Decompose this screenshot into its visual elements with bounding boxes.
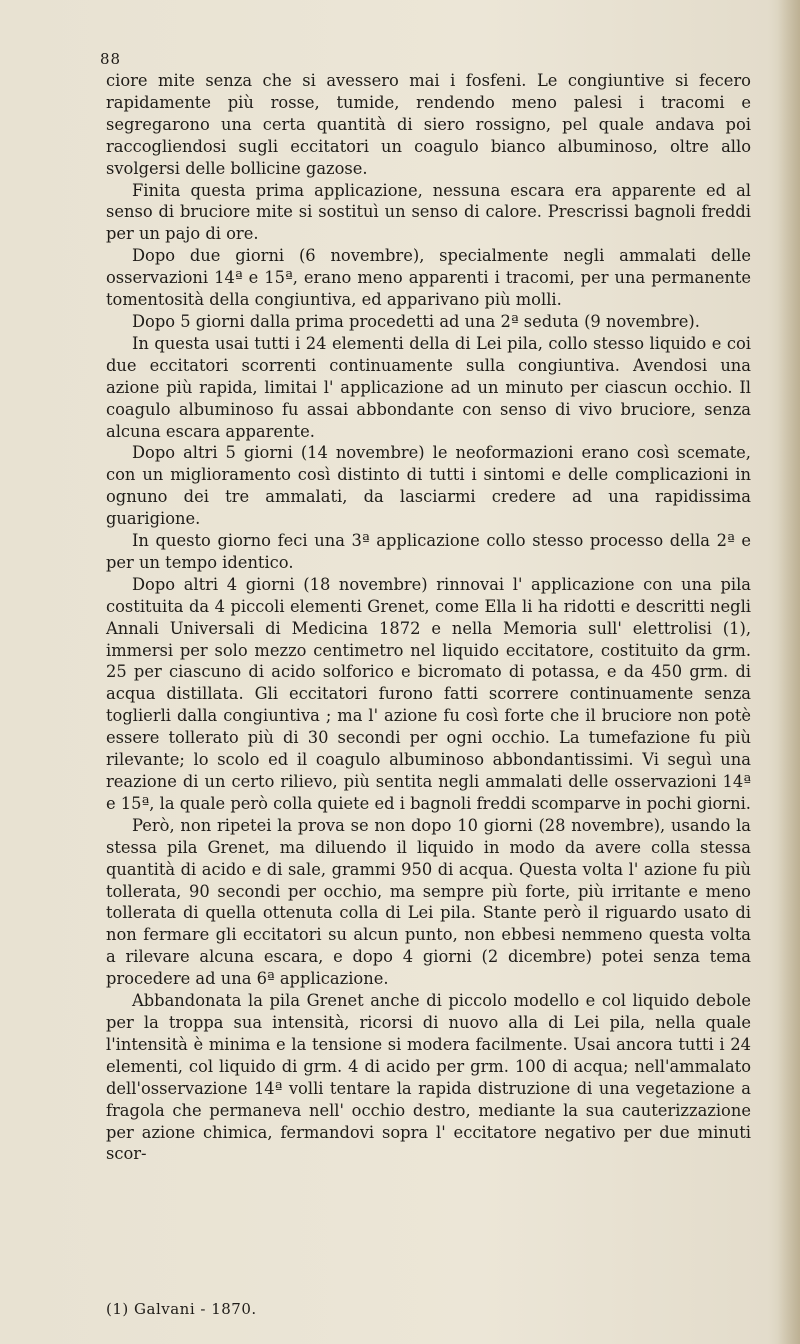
paragraph: Però, non ripetei la prova se non dopo 10 giorni (28 novembre), usando la stessa pila Grenet, ma diluendo il liquido in modo da avere colla stessa quantità di acido e di sale, grammi 950 di acqua. Questa volta l' azione fu più tollerata, 90 secondi per occhio, ma sempre più forte, più irritante e meno tollerata di quella ottenuta colla di Lei pila. Stante però il riguardo usato di non fermare gli eccitatori su alcun punto, non ebbesi nemmeno questa volta a rilevare alcuna escara, e dopo 4 giorni (2 dicembre) potei senza tema procedere ad una 6ª applicazione.: [106, 815, 751, 989]
paragraph: Finita questa prima applicazione, nessuna escara era apparente ed al senso di bruciore mite si sostituì un senso di calore. Prescrissi bagnoli freddi per un pajo di ore.: [106, 180, 751, 244]
paragraph: Dopo due giorni (6 novembre), specialmente negli ammalati delle osservazioni 14ª e 15ª, erano meno apparenti i tracomi, per una permanente tomentosità della congiuntiva, ed apparivano più molli.: [106, 246, 751, 310]
paragraph: In questa usai tutti i 24 elementi della di Lei pila, collo stesso liquido e coi due eccitatori scorrenti continuamente sulla congiuntiva. Avendosi una azione più rapida, limitai l' applicazione ad un minuto per ciascun occhio. Il coagulo albuminoso fu assai abbondante con senso di vivo bruciore, senza alcuna escara apparente.: [106, 333, 751, 441]
page-edge-shadow: [778, 0, 800, 1344]
paragraph: In questo giorno feci una 3ª applicazione collo stesso processo della 2ª e per un tempo identico.: [106, 531, 751, 572]
page-number: 88: [100, 50, 122, 68]
paragraph: Dopo altri 4 giorni (18 novembre) rinnovai l' applicazione con una pila costituita da 4 piccoli elementi Grenet, come Ella li ha ridotti e descritti negli Annali Universali di Medicina 1872 e nella Memoria sull' elettrolisi (1), immersi per solo mezzo centimetro nel liquido eccitatore, costituito da grm. 25 per ciascuno di acido solforico e bicromato di potassa, e da 450 grm. di acqua distillata. Gli eccitatori furono fatti scorrere continuamente senza toglierli dalla congiuntiva ; ma l' azione fu così forte che il bruciore non potè essere tollerato più di 30 secondi per ogni occhio. La tumefazione fu più rilevante; lo scolo ed il coagulo albuminoso abbondantissimi. Vi seguì una reazione di un certo rilievo, più sentita negli ammalati delle osservazioni 14ª e 15ª, la quale però colla quiete ed i bagnoli freddi scomparve in pochi giorni.: [106, 574, 751, 813]
footnote: (1) Galvani - 1870.: [106, 1300, 257, 1318]
paragraph: Abbandonata la pila Grenet anche di piccolo modello e col liquido debole per la troppa sua intensità, ricorsi di nuovo alla di Lei pila, nella quale l'intensità è minima e la tensione si modera facilmente. Usai ancora tutti i 24 elementi, col liquido di grm. 4 di acido per grm. 100 di acqua; nell'ammalato dell'osservazione 14ª volli tentare la rapida distruzione di una vegetazione a fragola che permaneva nell' occhio destro, mediante la sua cauterizzazione per azione chimica, fermandovi sopra l' eccitatore negativo per due minuti scor-: [106, 991, 751, 1164]
paragraph: ciore mite senza che si avessero mai i fosfeni. Le congiuntive si fecero rapidamente più rosse, tumide, rendendo meno palesi i tracomi e segregarono una certa quantità di siero rossigno, pel quale andava poi raccogliendosi sugli eccitatori un coagulo bianco albuminoso, oltre allo svolgersi delle bollicine gazose.: [106, 71, 751, 178]
body-text: [106, 70, 751, 1165]
paragraph: Dopo altri 5 giorni (14 novembre) le neoformazioni erano così scemate, con un miglioramento così distinto di tutti i sintomi e delle complicazioni in ognuno dei tre ammalati, da lasciarmi credere ad una rapidissima guarigione.: [106, 443, 751, 529]
paragraph: Dopo 5 giorni dalla prima procedetti ad una 2ª seduta (9 novembre).: [132, 311, 700, 331]
